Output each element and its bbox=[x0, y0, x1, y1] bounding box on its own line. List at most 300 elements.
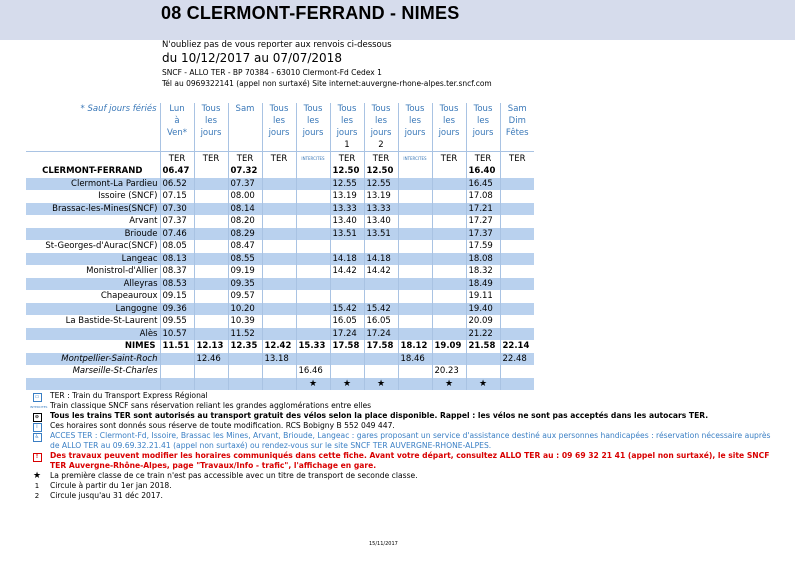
day-label: les bbox=[374, 116, 388, 126]
time-cell: 18.12 bbox=[398, 340, 432, 353]
time-cell bbox=[296, 165, 330, 178]
time-cell: 11.51 bbox=[160, 340, 194, 353]
table-row bbox=[26, 340, 534, 353]
station-name: Alès bbox=[26, 328, 160, 341]
day-label: Fêtes bbox=[505, 128, 529, 138]
time-cell bbox=[500, 290, 534, 303]
time-cell: 12.35 bbox=[228, 340, 262, 353]
time-cell: 08.13 bbox=[160, 253, 194, 266]
time-cell bbox=[262, 240, 296, 253]
time-cell: 14.42 bbox=[330, 265, 364, 278]
station-name: Monistrol-d'Allier bbox=[26, 265, 160, 278]
time-cell bbox=[432, 315, 466, 328]
time-cell: 17.58 bbox=[330, 340, 364, 353]
time-cell: 12.42 bbox=[262, 340, 296, 353]
time-cell bbox=[432, 203, 466, 216]
time-cell bbox=[466, 365, 500, 378]
time-cell: 12.50 bbox=[364, 165, 398, 178]
page-title: 08 CLERMONT-FERRAND - NIMES bbox=[161, 3, 460, 23]
time-cell bbox=[194, 290, 228, 303]
time-cell: 06.52 bbox=[160, 178, 194, 191]
day-label: Sam bbox=[235, 104, 255, 114]
time-cell bbox=[262, 365, 296, 378]
time-cell bbox=[432, 328, 466, 341]
time-cell bbox=[432, 165, 466, 178]
time-cell bbox=[262, 378, 296, 391]
time-cell bbox=[432, 278, 466, 291]
column-days-4 bbox=[262, 103, 296, 152]
station-name: Clermont-La Pardieu bbox=[26, 178, 160, 191]
time-cell: 13.33 bbox=[364, 203, 398, 216]
legend-item bbox=[30, 401, 780, 411]
day-label: Tous bbox=[337, 104, 357, 114]
time-cell: 13.19 bbox=[364, 190, 398, 203]
day-label: Lun bbox=[169, 104, 185, 114]
time-cell bbox=[432, 303, 466, 316]
time-cell: 13.18 bbox=[262, 353, 296, 366]
time-cell bbox=[228, 378, 262, 391]
time-cell bbox=[262, 190, 296, 203]
time-cell bbox=[432, 178, 466, 191]
day-label: les bbox=[272, 116, 286, 126]
time-cell: 16.05 bbox=[330, 315, 364, 328]
time-cell: 12.55 bbox=[364, 178, 398, 191]
time-cell bbox=[194, 278, 228, 291]
time-cell: 09.36 bbox=[160, 303, 194, 316]
legend-text: La première classe de ce train n'est pas accessible avec un titre de transport de seconde classe. bbox=[50, 471, 418, 480]
time-cell bbox=[262, 228, 296, 241]
station-name: Issoire (SNCF) bbox=[26, 190, 160, 203]
time-cell: 21.22 bbox=[466, 328, 500, 341]
day-label: Tous bbox=[201, 104, 221, 114]
time-cell bbox=[228, 365, 262, 378]
time-cell: 12.55 bbox=[330, 178, 364, 191]
time-cell bbox=[398, 190, 432, 203]
time-cell bbox=[398, 290, 432, 303]
time-cell bbox=[466, 353, 500, 366]
time-cell bbox=[262, 265, 296, 278]
time-cell bbox=[296, 290, 330, 303]
note-number: 1 bbox=[34, 482, 40, 490]
time-cell: 13.19 bbox=[330, 190, 364, 203]
table-row bbox=[26, 203, 534, 216]
time-cell: 17.24 bbox=[364, 328, 398, 341]
time-cell bbox=[500, 240, 534, 253]
time-cell bbox=[296, 240, 330, 253]
column-days-7 bbox=[364, 103, 398, 152]
contact-phone: Tél au 0969322141 (appel non surtaxé) Site internet:auvergne-rhone-alpes.ter.sncf.com bbox=[162, 79, 492, 88]
day-label: Dim bbox=[508, 116, 526, 126]
time-cell bbox=[194, 178, 228, 191]
legend-text: Circule jusqu'au 31 déc 2017. bbox=[50, 491, 163, 500]
time-cell bbox=[398, 303, 432, 316]
time-cell bbox=[432, 228, 466, 241]
time-cell: 11.52 bbox=[228, 328, 262, 341]
time-cell: 08.14 bbox=[228, 203, 262, 216]
day-label: jours bbox=[200, 128, 222, 138]
table-row bbox=[26, 315, 534, 328]
day-label: les bbox=[204, 116, 218, 126]
time-cell bbox=[500, 278, 534, 291]
time-cell bbox=[500, 165, 534, 178]
time-cell bbox=[364, 290, 398, 303]
time-cell: 17.24 bbox=[330, 328, 364, 341]
time-cell bbox=[296, 315, 330, 328]
time-cell bbox=[398, 365, 432, 378]
time-cell bbox=[432, 265, 466, 278]
legend-text: Circule à partir du 1er jan 2018. bbox=[50, 481, 172, 490]
station-name: Alleyras bbox=[26, 278, 160, 291]
time-cell bbox=[296, 253, 330, 266]
time-cell: 13.40 bbox=[330, 215, 364, 228]
table-row bbox=[26, 278, 534, 291]
table-row bbox=[26, 265, 534, 278]
legend bbox=[30, 391, 780, 501]
first-class-star-icon: ★ bbox=[432, 378, 466, 391]
station-name: St-Georges-d'Aurac(SNCF) bbox=[26, 240, 160, 253]
time-cell: 17.59 bbox=[466, 240, 500, 253]
day-label: Tous bbox=[439, 104, 459, 114]
time-cell: 07.15 bbox=[160, 190, 194, 203]
intercites-icon: INTERCITES bbox=[30, 405, 48, 409]
time-cell bbox=[194, 190, 228, 203]
column-days-9 bbox=[432, 103, 466, 152]
legend-item bbox=[30, 481, 780, 491]
station-name: Brassac-les-Mines(SNCF) bbox=[26, 203, 160, 216]
station-name: CLERMONT-FERRAND bbox=[26, 165, 160, 178]
legend-item bbox=[30, 411, 780, 421]
time-cell bbox=[500, 190, 534, 203]
time-cell: 14.18 bbox=[330, 253, 364, 266]
time-cell: 14.42 bbox=[364, 265, 398, 278]
time-cell: 16.05 bbox=[364, 315, 398, 328]
time-cell bbox=[194, 328, 228, 341]
time-cell: 08.20 bbox=[228, 215, 262, 228]
time-cell: 20.23 bbox=[432, 365, 466, 378]
intercites-icon: INTERCITES bbox=[398, 152, 432, 166]
legend-text: Des travaux peuvent modifier les horaires communiqués dans cette fiche. Avant votre départ, consultez ALLO TER au : 09 69 32 21 41 (appel non surtaxé), le site SNCF TER Auvergne-Rhône-Alpes, page "Travaux/Info - trafic", l'affichage en gare. bbox=[50, 451, 770, 470]
time-cell bbox=[398, 265, 432, 278]
time-cell: 16.40 bbox=[466, 165, 500, 178]
star-icon: ★ bbox=[32, 471, 42, 481]
legend-item bbox=[30, 391, 780, 401]
station-name: La Bastide-St-Laurent bbox=[26, 315, 160, 328]
legend-text: Train classique SNCF sans réservation reliant les grandes agglomérations entre elles bbox=[50, 401, 372, 410]
time-cell bbox=[364, 353, 398, 366]
time-cell bbox=[296, 178, 330, 191]
station-name bbox=[26, 378, 160, 391]
day-label: Sam bbox=[507, 104, 527, 114]
time-cell bbox=[262, 328, 296, 341]
time-cell bbox=[194, 215, 228, 228]
time-cell: 08.00 bbox=[228, 190, 262, 203]
time-cell bbox=[432, 353, 466, 366]
time-cell bbox=[228, 353, 262, 366]
time-cell: 08.55 bbox=[228, 253, 262, 266]
time-cell bbox=[432, 190, 466, 203]
train-type-9: TER bbox=[432, 152, 466, 166]
time-cell: 22.48 bbox=[500, 353, 534, 366]
first-class-star-icon: ★ bbox=[330, 378, 364, 391]
time-cell: 07.37 bbox=[160, 215, 194, 228]
time-cell: 12.13 bbox=[194, 340, 228, 353]
time-cell bbox=[364, 240, 398, 253]
time-cell bbox=[296, 303, 330, 316]
warning-box-icon: ! bbox=[30, 451, 44, 462]
note-number: 2 bbox=[34, 492, 40, 500]
time-cell: 07.37 bbox=[228, 178, 262, 191]
time-cell bbox=[432, 253, 466, 266]
time-cell: 09.55 bbox=[160, 315, 194, 328]
first-class-star-icon: ★ bbox=[466, 378, 500, 391]
table-row bbox=[26, 190, 534, 203]
time-cell bbox=[364, 278, 398, 291]
time-cell bbox=[398, 328, 432, 341]
time-cell bbox=[398, 278, 432, 291]
time-cell bbox=[296, 228, 330, 241]
day-label: jours bbox=[302, 128, 324, 138]
time-cell: 10.39 bbox=[228, 315, 262, 328]
time-cell bbox=[432, 240, 466, 253]
time-cell: 19.40 bbox=[466, 303, 500, 316]
time-cell: 18.32 bbox=[466, 265, 500, 278]
column-days-5 bbox=[296, 103, 330, 152]
time-cell: 13.33 bbox=[330, 203, 364, 216]
time-cell: 16.46 bbox=[296, 365, 330, 378]
time-cell bbox=[194, 228, 228, 241]
day-label: jours bbox=[268, 128, 290, 138]
time-cell bbox=[194, 378, 228, 391]
day-label: jours bbox=[404, 128, 426, 138]
station-name: Langogne bbox=[26, 303, 160, 316]
time-cell bbox=[500, 328, 534, 341]
time-cell: 08.37 bbox=[160, 265, 194, 278]
table-row bbox=[26, 253, 534, 266]
time-cell: 12.46 bbox=[194, 353, 228, 366]
time-cell bbox=[262, 303, 296, 316]
accessibility-box-icon: ♿ bbox=[30, 431, 44, 442]
time-cell bbox=[398, 253, 432, 266]
time-cell: 08.53 bbox=[160, 278, 194, 291]
time-cell: 14.18 bbox=[364, 253, 398, 266]
time-cell: 17.58 bbox=[364, 340, 398, 353]
train-type-2: TER bbox=[194, 152, 228, 166]
time-cell bbox=[398, 203, 432, 216]
time-cell bbox=[398, 378, 432, 391]
column-days-3 bbox=[228, 103, 262, 152]
table-row bbox=[26, 303, 534, 316]
time-cell: 21.58 bbox=[466, 340, 500, 353]
station-name: Brioude bbox=[26, 228, 160, 241]
time-cell bbox=[296, 353, 330, 366]
day-label: les bbox=[442, 116, 456, 126]
time-cell: 16.45 bbox=[466, 178, 500, 191]
time-cell bbox=[398, 315, 432, 328]
intercites-icon: INTERCITES bbox=[296, 152, 330, 166]
day-label: les bbox=[306, 116, 320, 126]
time-cell bbox=[500, 253, 534, 266]
time-cell bbox=[262, 253, 296, 266]
table-row bbox=[26, 165, 534, 178]
time-cell bbox=[262, 278, 296, 291]
time-cell bbox=[432, 215, 466, 228]
time-cell: 17.37 bbox=[466, 228, 500, 241]
time-cell bbox=[194, 253, 228, 266]
day-label: Tous bbox=[405, 104, 425, 114]
time-cell bbox=[296, 190, 330, 203]
train-type-11: TER bbox=[500, 152, 534, 166]
column-days-2 bbox=[194, 103, 228, 152]
legend-item bbox=[30, 421, 780, 431]
time-cell bbox=[194, 365, 228, 378]
day-label: jours bbox=[472, 128, 494, 138]
table-row bbox=[26, 215, 534, 228]
time-cell: 22.14 bbox=[500, 340, 534, 353]
day-label: jours bbox=[370, 128, 392, 138]
time-cell bbox=[296, 265, 330, 278]
time-cell: 20.09 bbox=[466, 315, 500, 328]
train-type-7: TER bbox=[364, 152, 398, 166]
time-cell: 17.21 bbox=[466, 203, 500, 216]
time-cell: 09.57 bbox=[228, 290, 262, 303]
time-cell bbox=[262, 203, 296, 216]
time-cell bbox=[500, 378, 534, 391]
contact-address: SNCF - ALLO TER - BP 70384 - 63010 Clermont-Fd Cedex 1 bbox=[162, 68, 382, 77]
time-cell bbox=[296, 203, 330, 216]
time-cell bbox=[330, 365, 364, 378]
bicycle-box-icon: ⊙ bbox=[30, 411, 44, 422]
time-cell: 07.32 bbox=[228, 165, 262, 178]
time-cell bbox=[194, 265, 228, 278]
station-name: Langeac bbox=[26, 253, 160, 266]
time-cell: 19.09 bbox=[432, 340, 466, 353]
validity-period: du 10/12/2017 au 07/07/2018 bbox=[162, 51, 342, 65]
time-cell bbox=[398, 165, 432, 178]
time-cell: 08.05 bbox=[160, 240, 194, 253]
time-cell: 08.29 bbox=[228, 228, 262, 241]
day-label: jours bbox=[438, 128, 460, 138]
time-cell bbox=[194, 240, 228, 253]
day-label: Tous bbox=[371, 104, 391, 114]
time-cell bbox=[500, 365, 534, 378]
time-cell bbox=[262, 165, 296, 178]
time-cell bbox=[330, 278, 364, 291]
station-name: NIMES bbox=[26, 340, 160, 353]
time-cell: 09.35 bbox=[228, 278, 262, 291]
time-cell bbox=[262, 315, 296, 328]
legend-item bbox=[30, 451, 780, 471]
time-cell bbox=[398, 178, 432, 191]
legend-text: TER : Train du Transport Express Régional bbox=[50, 391, 208, 400]
time-cell bbox=[330, 353, 364, 366]
time-cell: 17.27 bbox=[466, 215, 500, 228]
table-row bbox=[26, 365, 534, 378]
time-cell: 18.49 bbox=[466, 278, 500, 291]
time-cell: 09.19 bbox=[228, 265, 262, 278]
day-label: les bbox=[476, 116, 490, 126]
table-row bbox=[26, 353, 534, 366]
train-type-3: TER bbox=[228, 152, 262, 166]
time-cell bbox=[432, 290, 466, 303]
time-cell bbox=[398, 228, 432, 241]
legend-item bbox=[30, 491, 780, 501]
day-label: jours bbox=[336, 128, 358, 138]
table-row bbox=[26, 240, 534, 253]
legend-item bbox=[30, 471, 780, 481]
info-box-icon: i bbox=[30, 421, 44, 432]
station-name: Arvant bbox=[26, 215, 160, 228]
time-cell: 07.46 bbox=[160, 228, 194, 241]
legend-text: Tous les trains TER sont autorisés au transport gratuit des vélos selon la place disponible. Rappel : les vélos ne sont pas acceptés dans les autocars TER. bbox=[50, 411, 709, 420]
time-cell: 09.15 bbox=[160, 290, 194, 303]
train-type-10: TER bbox=[466, 152, 500, 166]
column-days-10 bbox=[466, 103, 500, 152]
time-cell bbox=[500, 265, 534, 278]
time-cell bbox=[160, 353, 194, 366]
column-days-6 bbox=[330, 103, 364, 152]
station-name: Marseille-St-Charles bbox=[26, 365, 160, 378]
time-cell bbox=[398, 215, 432, 228]
day-label: les bbox=[408, 116, 422, 126]
train-type-1: TER bbox=[160, 152, 194, 166]
time-cell bbox=[500, 178, 534, 191]
time-cell bbox=[262, 215, 296, 228]
day-label: les bbox=[340, 116, 354, 126]
time-cell: 12.50 bbox=[330, 165, 364, 178]
column-days-1 bbox=[160, 103, 194, 152]
time-cell bbox=[500, 315, 534, 328]
time-cell: 08.47 bbox=[228, 240, 262, 253]
time-cell bbox=[194, 203, 228, 216]
time-cell: 07.30 bbox=[160, 203, 194, 216]
day-label: Tous bbox=[473, 104, 493, 114]
table-row bbox=[26, 228, 534, 241]
time-cell: 13.51 bbox=[364, 228, 398, 241]
column-days-11 bbox=[500, 103, 534, 152]
first-class-star-icon: ★ bbox=[364, 378, 398, 391]
time-cell bbox=[500, 303, 534, 316]
train-type-4: TER bbox=[262, 152, 296, 166]
day-label: Tous bbox=[269, 104, 289, 114]
day-label: à bbox=[174, 116, 180, 126]
time-cell bbox=[160, 378, 194, 391]
time-cell bbox=[330, 240, 364, 253]
header-note: * Sauf jours fériés bbox=[80, 104, 157, 114]
time-cell bbox=[262, 290, 296, 303]
timetable bbox=[26, 103, 534, 390]
time-cell: 10.20 bbox=[228, 303, 262, 316]
ter-box-icon: ▭ bbox=[30, 391, 44, 402]
time-cell bbox=[160, 365, 194, 378]
time-cell bbox=[364, 365, 398, 378]
time-cell: 19.11 bbox=[466, 290, 500, 303]
time-cell bbox=[194, 315, 228, 328]
table-row bbox=[26, 328, 534, 341]
time-cell: 15.42 bbox=[364, 303, 398, 316]
table-row bbox=[26, 378, 534, 391]
day-label: 2 bbox=[378, 140, 384, 150]
time-cell bbox=[398, 240, 432, 253]
time-cell bbox=[296, 215, 330, 228]
column-days-8 bbox=[398, 103, 432, 152]
time-cell: 15.33 bbox=[296, 340, 330, 353]
day-label: 1 bbox=[344, 140, 350, 150]
time-cell: 18.08 bbox=[466, 253, 500, 266]
time-cell bbox=[262, 178, 296, 191]
time-cell: 15.42 bbox=[330, 303, 364, 316]
time-cell bbox=[330, 290, 364, 303]
table-row bbox=[26, 290, 534, 303]
